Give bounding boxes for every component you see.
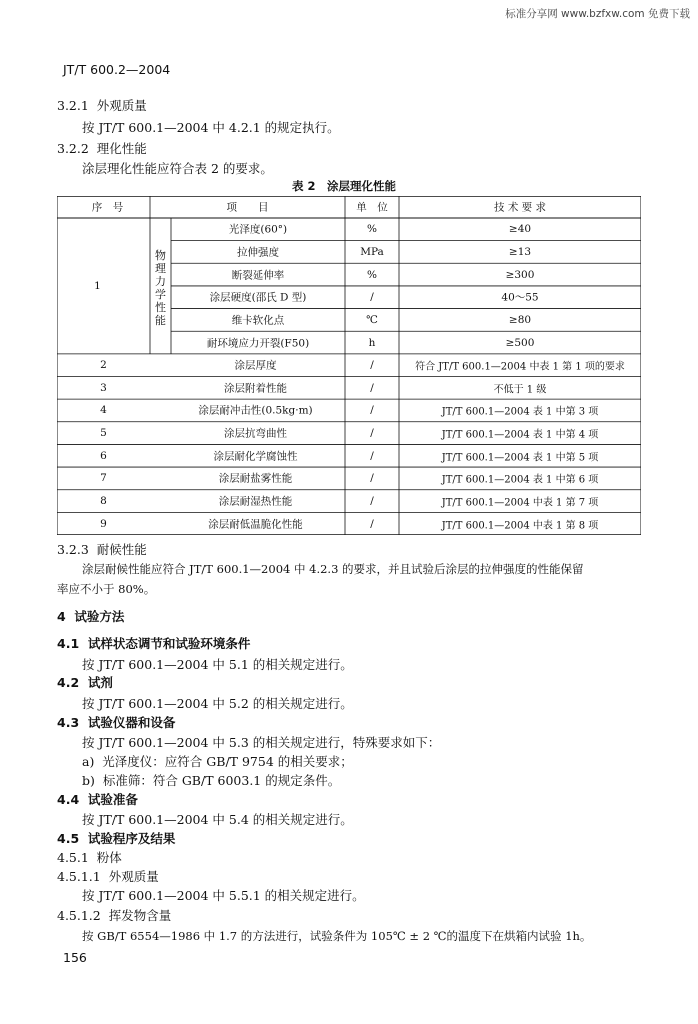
section-number: 4.5.1.1 [57, 869, 101, 884]
table-cell-unit: / [370, 427, 374, 440]
column-header-unit: 单 位 [356, 201, 388, 214]
table-cell-unit: / [370, 449, 374, 462]
section-number: 3.2.2 [57, 141, 89, 156]
heading-4-5-1-1 [57, 867, 159, 885]
group-label-char: 理 [155, 261, 166, 275]
table-cell-item: 涂层耐湿热性能 [218, 495, 293, 508]
heading-4-4 [57, 790, 138, 808]
heading-3-2-3 [57, 540, 147, 558]
section-title: 试验方法 [74, 609, 125, 624]
heading-4 [57, 607, 124, 625]
table-cell-requirement: ≥300 [505, 268, 535, 281]
table-cell-unit: h [368, 336, 376, 349]
heading-4-3 [57, 713, 175, 731]
table-cell-no: 7 [100, 472, 107, 485]
paragraph-4-5-1-1: 按 JT/T 600.1—2004 中 5.5.1 的相关规定进行。 [82, 888, 365, 903]
paragraph-4-2: 按 JT/T 600.1—2004 中 5.2 的相关规定进行。 [82, 696, 353, 711]
section-number: 4.2 [57, 675, 80, 690]
table-cell-requirement: ≥80 [508, 313, 532, 326]
column-header-no: 序 号 [91, 201, 124, 214]
heading-4-5-1 [57, 848, 122, 866]
table-cell-no: 6 [100, 449, 107, 462]
table-cell-unit: / [370, 291, 374, 304]
table-cell-no: 8 [100, 495, 107, 508]
section-title: 外观质量 [96, 98, 147, 113]
group-label-char: 物 [155, 248, 166, 262]
table-cell-no: 5 [100, 427, 107, 440]
section-title: 试验准备 [87, 792, 138, 807]
section-title: 试验程序及结果 [87, 831, 176, 846]
table-cell-item: 涂层耐低温脆化性能 [208, 518, 303, 531]
table-cell-requirement: JT/T 600.1—2004 表 1 中第 6 项 [441, 474, 599, 486]
table-cell-requirement: ≥500 [505, 336, 535, 349]
table-cell-no: 1 [94, 279, 101, 292]
paragraph-4-5-1-2: 按 GB/T 6554—1986 中 1.7 的方法进行，试验条件为 105℃ ± 2 ℃的温度下在烘箱内试验 1h。 [82, 929, 592, 943]
table-cell-requirement: JT/T 600.1—2004 中表 1 第 8 项 [441, 520, 599, 532]
table-cell-item: 涂层耐盐雾性能 [218, 472, 293, 485]
table-cell-unit: / [370, 404, 374, 417]
table-cell-no: 9 [100, 517, 107, 530]
table-cell-item: 耐环境应力开裂(F50) [206, 337, 310, 350]
page-number: 156 [63, 950, 87, 965]
list-item-a [82, 752, 353, 770]
section-title: 外观质量 [108, 869, 159, 884]
section-number: 4.4 [57, 792, 80, 807]
paragraph-4-3: 按 JT/T 600.1—2004 中 5.3 的相关规定进行，特殊要求如下： [82, 735, 441, 750]
table-cell-requirement: JT/T 600.1—2004 表 1 中第 4 项 [441, 429, 599, 441]
heading-3-2-1 [57, 96, 147, 114]
table-cell-unit: / [370, 495, 374, 508]
paragraph-3-2-2: 涂层理化性能应符合表 2 的要求。 [82, 161, 273, 176]
heading-4-5-1-2 [57, 906, 171, 924]
group-label-char: 力 [155, 274, 166, 288]
table-cell-item: 涂层耐冲击性(0.5kg·m) [198, 404, 313, 417]
group-label-char: 学 [155, 287, 166, 301]
table-cell-unit: % [367, 223, 377, 236]
heading-4-5 [57, 829, 175, 847]
table-cell-requirement: 符合 JT/T 600.1—2004 中表 1 第 1 项的要求 [415, 361, 625, 373]
table-cell-requirement: ≥13 [508, 245, 532, 258]
properties-table [57, 196, 641, 535]
table-cell-item: 涂层厚度 [234, 359, 277, 372]
table-cell-item: 涂层附着性能 [224, 382, 287, 395]
table-cell-requirement: ≥40 [508, 223, 532, 236]
table-cell-unit: MPa [360, 245, 384, 258]
table-cell-item: 涂层耐化学腐蚀性 [213, 450, 298, 463]
table-cell-requirement: 不低于 1 级 [493, 384, 547, 396]
column-header-item: 项 目 [226, 201, 269, 214]
table-cell-no: 4 [100, 404, 107, 417]
table-caption: 表 2 涂层理化性能 [292, 179, 397, 193]
section-title: 挥发物含量 [108, 908, 172, 923]
heading-4-1 [57, 634, 250, 652]
section-title: 试验仪器和设备 [87, 715, 176, 730]
section-number: 4.5.1 [57, 850, 89, 865]
column-header-requirement: 技 术 要 求 [493, 201, 547, 214]
section-title: 试样状态调节和试验环境条件 [87, 636, 251, 651]
section-title: 理化性能 [96, 141, 147, 156]
table-cell-requirement: JT/T 600.1—2004 表 1 中第 3 项 [441, 406, 599, 418]
section-title: 试剂 [87, 675, 113, 690]
table-cell-item: 涂层硬度(邵氏 D 型) [209, 291, 307, 304]
table-cell-requirement: 40～55 [501, 291, 539, 304]
watermark-text: 标准分享网 www.bzfxw.com 免费下载 [505, 8, 690, 20]
paragraph-3-2-3-line-1: 涂层耐候性能应符合 JT/T 600.1—2004 中 4.2.3 的要求，并且试验后涂层的拉伸强度的性能保留 [82, 562, 584, 576]
paragraph-3-2-3-line-2: 率应不小于 80%。 [57, 582, 156, 596]
table-cell-unit: ℃ [366, 313, 378, 326]
section-number: 3.2.1 [57, 98, 89, 113]
table-cell-item: 断裂延伸率 [231, 269, 285, 282]
list-item-b [82, 771, 340, 789]
list-item-label: a) [82, 754, 95, 769]
document-code: JT/T 600.2—2004 [63, 62, 171, 77]
table-cell-item: 维卡软化点 [231, 314, 285, 327]
section-title: 粉体 [96, 850, 122, 865]
section-title: 耐候性能 [96, 542, 147, 557]
section-number: 4 [57, 609, 66, 624]
paragraph-3-2-1: 按 JT/T 600.1—2004 中 4.2.1 的规定执行。 [82, 120, 340, 135]
heading-3-2-2 [57, 139, 147, 157]
group-label-char: 能 [155, 313, 166, 327]
section-number: 4.5 [57, 831, 80, 846]
table-cell-item: 拉伸强度 [237, 246, 279, 259]
table-cell-requirement: JT/T 600.1—2004 中表 1 第 7 项 [441, 497, 599, 509]
group-label-char: 性 [155, 300, 166, 314]
table-cell-unit: % [367, 268, 377, 281]
section-number: 4.3 [57, 715, 80, 730]
table-cell-requirement: JT/T 600.1—2004 表 1 中第 5 项 [441, 452, 599, 464]
section-number: 4.1 [57, 636, 80, 651]
table-cell-no: 3 [100, 381, 107, 394]
section-number: 4.5.1.2 [57, 908, 101, 923]
section-number: 3.2.3 [57, 542, 89, 557]
table-cell-unit: / [370, 381, 374, 394]
list-item-text: 光泽度仪：应符合 GB/T 9754 的相关要求； [102, 754, 353, 769]
table-cell-no: 2 [100, 359, 107, 372]
list-item-label: b) [82, 773, 95, 788]
table-cell-unit: / [370, 517, 374, 530]
paragraph-4-1: 按 JT/T 600.1—2004 中 5.1 的相关规定进行。 [82, 657, 353, 672]
paragraph-4-4: 按 JT/T 600.1—2004 中 5.4 的相关规定进行。 [82, 812, 353, 827]
table-cell-unit: / [370, 359, 374, 372]
list-item-text: 标准筛：符合 GB/T 6003.1 的规定条件。 [102, 773, 341, 788]
table-cell-item: 光泽度(60°) [228, 223, 288, 236]
heading-4-2 [57, 673, 113, 691]
table-cell-item: 涂层抗弯曲性 [224, 427, 287, 440]
table-cell-unit: / [370, 472, 374, 485]
